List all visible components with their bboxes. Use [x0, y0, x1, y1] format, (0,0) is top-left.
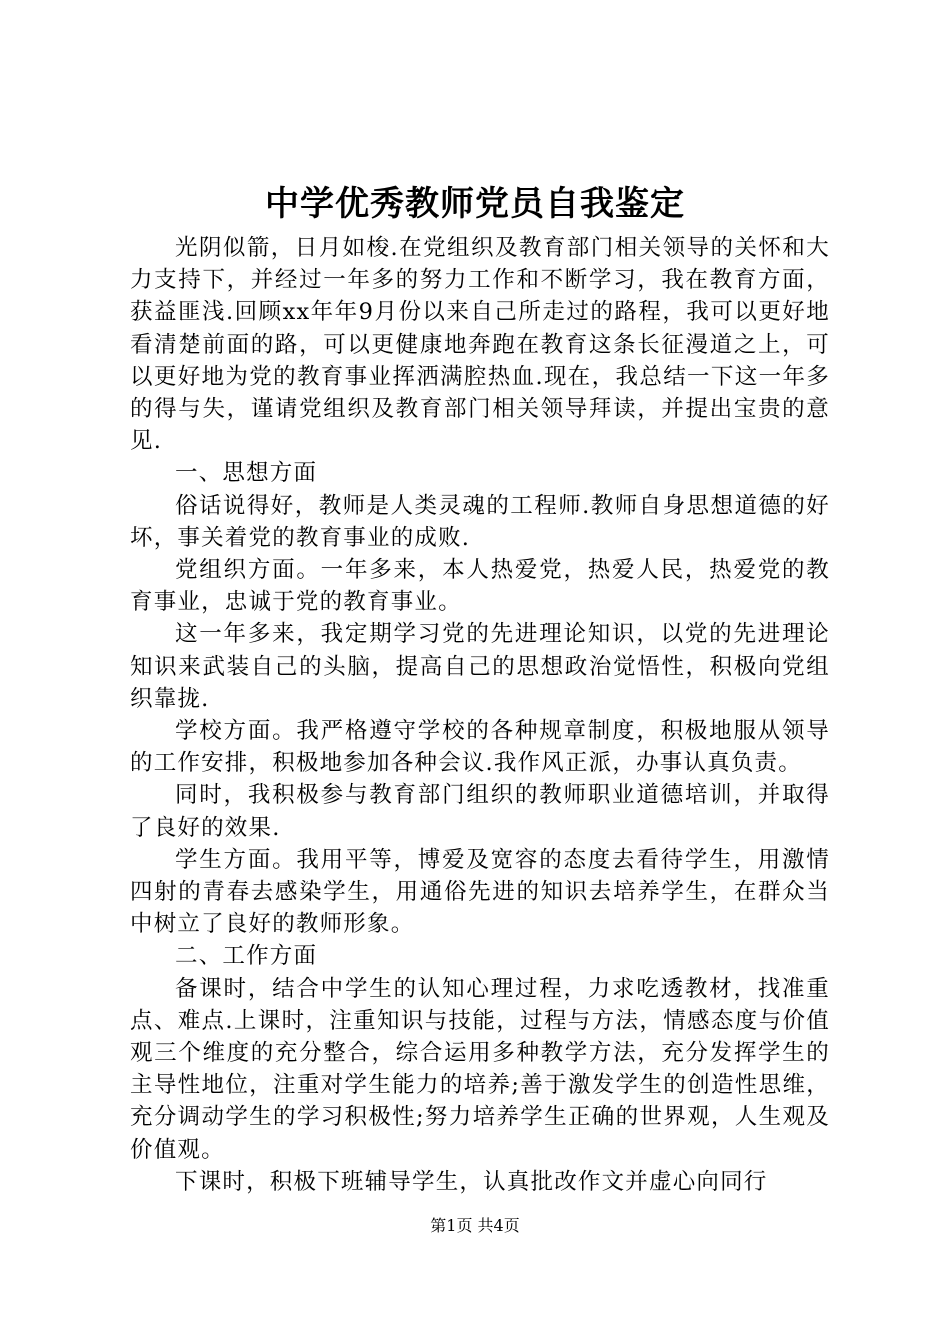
section-heading-work: 二、工作方面	[175, 943, 318, 970]
section-heading-thought: 一、思想方面	[175, 460, 318, 487]
page-number-footer: 第1页 共4页	[430, 1216, 520, 1235]
paragraph-intro: 光阴似箭，日月如梭.在党组织及教育部门相关领导的关怀和大力支持下，并经过一年多的努力工作和不断学习，我在教育方面，获益匪浅.回顾xx年年9月份以来自己所走过的路程，我可以更好地看清楚前面的路，可以更健康地奔跑在教育这条长征漫道之上，可以更好地为党的教育事业挥洒满腔热血.现在，我总结一下这一年多的得与失，谨请党组织及教育部门相关领导拜读，并提出宝贵的意见.	[130, 235, 830, 455]
paragraph: 下课时，积极下班辅导学生，认真批改作文并虚心向同行	[175, 1168, 768, 1195]
paragraph: 备课时，结合中学生的认知心理过程，力求吃透教材，找准重点、难点.上课时，注重知识与技能，过程与方法，情感态度与价值观三个维度的充分整合，综合运用多种教学方法，充分发挥学生的主导性地位，注重对学生能力的培养;善于激发学生的创造性思维，充分调动学生的学习积极性;努力培养学生正确的世界观，人生观及价值观。	[130, 975, 830, 1163]
paragraph: 这一年多来，我定期学习党的先进理论知识，以党的先进理论知识来武装自己的头脑，提高自己的思想政治觉悟性，积极向党组织靠拢.	[130, 621, 830, 712]
document-body	[130, 232, 830, 1198]
paragraph: 同时，我积极参与教育部门组织的教师职业道德培训，并取得了良好的效果.	[130, 782, 830, 841]
document-title: 中学优秀教师党员自我鉴定	[265, 184, 685, 224]
paragraph: 党组织方面。一年多来，本人热爱党，热爱人民，热爱党的教育事业，忠诚于党的教育事业。	[130, 557, 830, 616]
paragraph: 学校方面。我严格遵守学校的各种规章制度，积极地服从领导的工作安排，积极地参加各种会议.我作风正派，办事认真负责。	[130, 718, 830, 777]
paragraph: 俗话说得好，教师是人类灵魂的工程师.教师自身思想道德的好坏，事关着党的教育事业的成败.	[130, 492, 830, 551]
paragraph: 学生方面。我用平等，博爱及宽容的态度去看待学生，用激情四射的青春去感染学生，用通俗先进的知识去培养学生，在群众当中树立了良好的教师形象。	[130, 846, 830, 938]
